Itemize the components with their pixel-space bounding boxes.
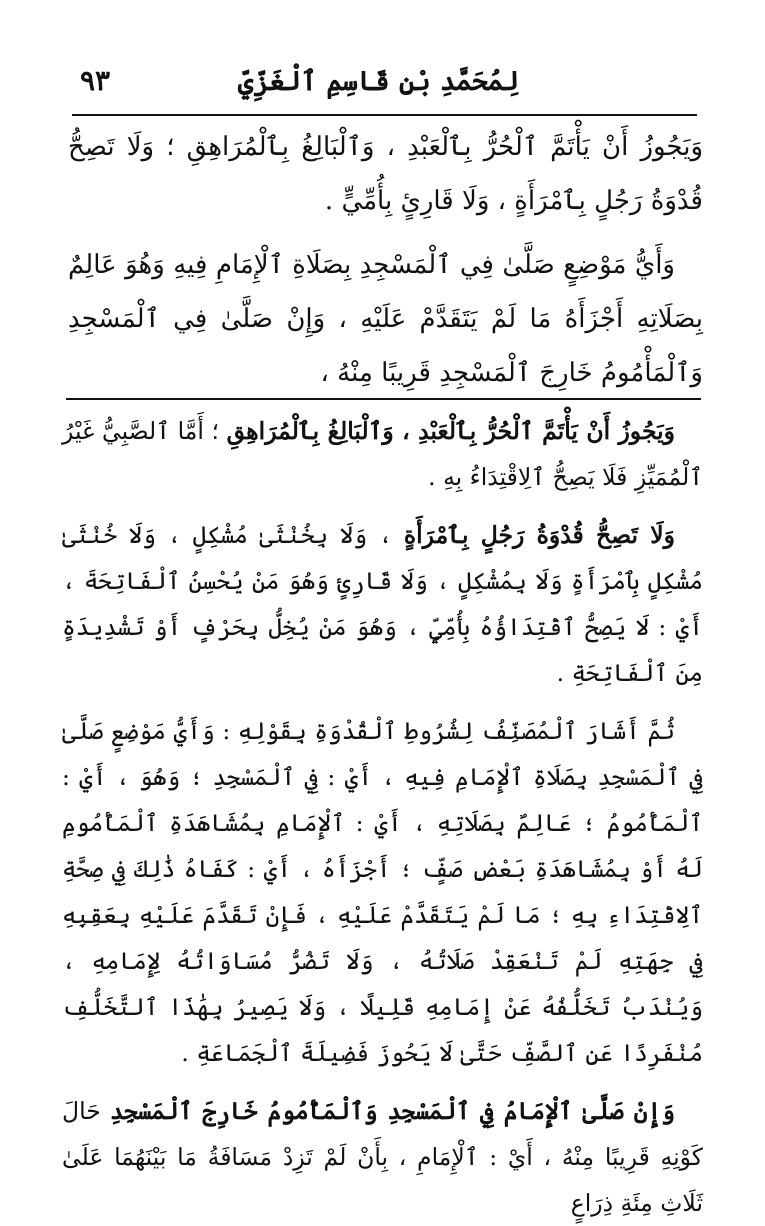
- header-divider: [72, 114, 697, 116]
- quoted-matn: وَيَجُوزُ أَنْ يَأْتَمَّ ٱلْحُرُّ بِٱلْعَبْدِ ، وَٱلْبَالِغُ بِٱلْمُرَاهِقِ: [226, 417, 676, 445]
- quoted-matn: وَلَا تَصِحُّ قُدْوَةُ رَجُلٍ بِٱمْرَأَةٍ: [403, 521, 675, 549]
- commentary-text: ثُمَّ أَشَارَ ٱلْمُصَنِّفُ لِشُرُوطِ ٱلْقُدْوَةِ بِقَوْلِهِ : وَأَيُّ مَوْضِعٍ صَلَّىٰ فِي ٱلْمَسْجِدِ بِصَلَاةِ ٱلْإِمَامِ فِيهِ ، أَيْ : فِي ٱلْمَسْجِدِ ؛ وَهُوَ ، أَيْ : ٱلْمَأْمُومُ ؛ عَالِمٌ بِصَلَاتِهِ ، أَيْ : ٱلْإِمَامِ بِمُشَاهَدَةِ ٱلْمَأْمُومِ لَهُ أَوْ بِمُشَاهَدَةِ بَعْضِ صَفٍّ ؛ أَجْزَأَهُ ، أَيْ : كَفَاهُ ذَٰلِكَ فِي صِحَّةِ ٱلِاقْتِدَاءِ بِهِ ؛ مَا لَمْ يَتَقَدَّمْ عَلَيْهِ ، فَإِنْ تَقَدَّمَ عَلَيْهِ بِعَقِبِهِ فِي جِهَتِهِ لَمْ تَنْعَقِدْ صَلَاتُهُ ، وَلَا تَضُرُّ مُسَاوَاتُهُ لِإِمَامِهِ ، وَيُنْدَبُ تَخَلُّفُهُ عَنْ إِمَامِهِ قَلِيلًا ، وَلَا يَصِيرُ بِهَٰذَا ٱلتَّخَلُّفِ مُنْفَرِدًا عَنِ ٱلصَّفِّ حَتَّىٰ لَا يَحُوزَ فَضِيلَةَ ٱلْجَمَاعَةِ .: [62, 717, 703, 1067]
- page-header: [60, 58, 697, 108]
- commentary-paragraph: [62, 708, 703, 1076]
- commentary-paragraph: [62, 408, 703, 500]
- commentary-text: حَالَ كَوْنِهِ قَرِيبًا مِنْهُ ، أَيْ : ٱلْإِمَامِ ، بِأَنْ لَمْ تَزِدْ مَسَافَةُ مَا بَيْنَهُمَا عَلَىٰ ثَلَاثِ مِئَةِ ذِرَاعٍ: [62, 1097, 703, 1217]
- matn-section: [68, 120, 703, 400]
- commentary-paragraph: [62, 1088, 703, 1226]
- commentary-divider: [66, 398, 701, 400]
- running-title: لِمُحَمَّدِ بْنِ قَاسِمِ ٱلْغَزِّيِّ: [237, 66, 520, 97]
- matn-paragraph: وَيَجُوزُ أَنْ يَأْتَمَّ ٱلْحُرُّ بِٱلْعَبْدِ ، وَٱلْبَالِغُ بِٱلْمُرَاهِقِ ؛ وَلَا تَصِحُّ قُدْوَةُ رَجُلٍ بِٱمْرَأَةٍ ، وَلَا قَارِئٍ بِأُمِّيٍّ .: [68, 132, 703, 216]
- page-number: ٩٣: [80, 64, 111, 97]
- commentary-paragraph: [62, 512, 703, 696]
- quoted-matn: وَإِنْ صَلَّىٰ ٱلْإِمَامُ فِي ٱلْمَسْجِدِ وَٱلْمَأْمُومُ خَارِجَ ٱلْمَسْجِدِ: [109, 1097, 676, 1125]
- matn-paragraph: وَأَيُّ مَوْضِعٍ صَلَّىٰ فِي ٱلْمَسْجِدِ بِصَلَاةِ ٱلْإِمَامِ فِيهِ وَهُوَ عَالِمٌ بِصَلَاتِهِ أَجْزَأَهُ مَا لَمْ يَتَقَدَّمْ عَلَيْهِ ، وَإِنْ صَلَّىٰ فِي ٱلْمَسْجِدِ وَٱلْمَأْمُومُ خَارِجَ ٱلْمَسْجِدِ قَرِيبًا مِنْهُ ،: [68, 250, 703, 388]
- commentary-text: ؛ أَمَّا ٱلصَّبِيُّ غَيْرُ ٱلْمُمَيِّزِ فَلَا يَصِحُّ ٱلِاقْتِدَاءُ بِهِ .: [62, 417, 703, 491]
- commentary-text: ، وَلَا بِخُنْثَىٰ مُشْكِلٍ ، وَلَا خُنْثَىٰ مُشْكِلٍ بِٱمْرَأَةٍ وَلَا بِمُشْكِلٍ ، وَلَا قَارِئٍ وَهُوَ مَنْ يُحْسِنُ ٱلْفَاتِحَةَ ، أَيْ : لَا يَصِحُّ ٱقْتِدَاؤُهُ بِأُمِّيٍّ ، وَهُوَ مَنْ يُخِلُّ بِحَرْفٍ أَوْ تَشْدِيدَةٍ مِنَ ٱلْفَاتِحَةِ .: [62, 521, 703, 687]
- commentary-section: [62, 408, 703, 1226]
